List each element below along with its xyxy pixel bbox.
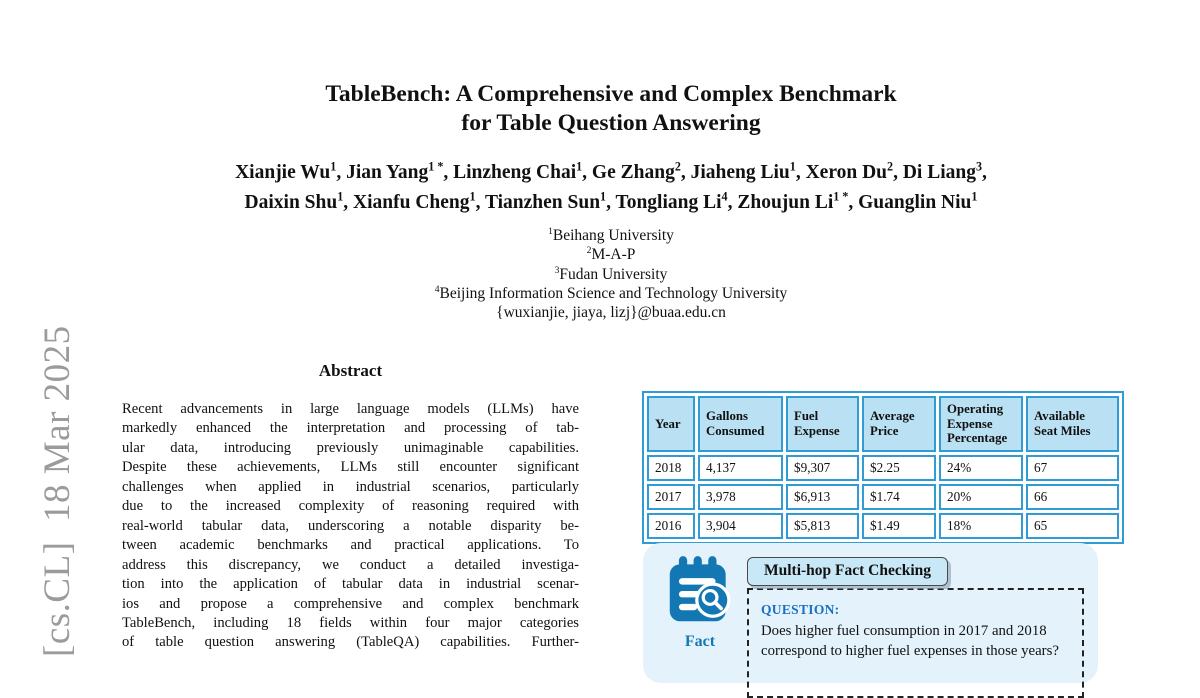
table-cell: 65 (1026, 513, 1119, 539)
author-affil-mark: 1 (789, 159, 796, 174)
table-cell: $1.49 (862, 513, 936, 539)
author-name: Jiaheng Liu (690, 162, 790, 183)
abstract-line: tween academic benchmarks and practical applications. To (122, 537, 579, 554)
affiliation-line: $^1$Beihang University (548, 225, 674, 244)
table-header-cell: Available Seat Miles (1026, 396, 1119, 452)
table-cell: 24% (939, 455, 1023, 481)
author-name: Daixin Shu (244, 192, 338, 213)
question-line: Does higher fuel consumption in 2017 and 2018 (761, 623, 1047, 639)
affiliation-line: $^3$Fudan University (554, 264, 668, 283)
table-cell: $9,307 (786, 455, 859, 481)
author-affil-mark: 1 (337, 189, 344, 204)
abstract-line: Despite these achievements, LLMs still encounter significant (122, 459, 579, 476)
table-cell: 18% (939, 513, 1023, 539)
affiliation-mark: 3 (554, 264, 560, 276)
fact-icon-label: Fact (684, 633, 716, 650)
table-header-cell: Year (647, 396, 695, 452)
paper-title-line2: for Table Question Answering (461, 110, 761, 136)
table-cell: 67 (1026, 455, 1119, 481)
table-cell: $1.74 (862, 484, 936, 510)
abstract-line: Recent advancements in large language models (LLMs) have (122, 401, 579, 417)
table-row (647, 513, 1119, 539)
abstract-line: TableBench, including 18 fields within four major categories (122, 614, 579, 631)
author-affil-mark: 1 (469, 189, 476, 204)
abstract-heading: Abstract (318, 361, 383, 380)
table-header-cell: Fuel Expense (786, 396, 859, 452)
abstract-line: due to the increased complexity of reasoning required with (122, 498, 579, 515)
figure-data-table (642, 391, 1099, 544)
arxiv-stamp: [cs.CL] 18 Mar 2025 (37, 325, 78, 657)
author-name: Tianzhen Sun (484, 192, 601, 213)
author-name: Tongliang Li (615, 192, 722, 213)
author-affil-mark: 1 * (428, 159, 444, 174)
author-affil-mark: 3 (975, 159, 983, 174)
question-label: QUESTION: (761, 602, 840, 617)
abstract-line: challenges when applied in industrial scenarios, particularly (122, 478, 579, 495)
affiliation-line: {wuxianjie, jiaya, lizj}@buaa.edu.cn (496, 304, 726, 322)
table-cell: 3,904 (698, 513, 783, 539)
table-header-cell: Gallons Consumed (698, 396, 783, 452)
fact-check-title-badge: Multi-hop Fact Checking (747, 557, 948, 586)
author-affil-mark: 1 (600, 189, 607, 204)
table-cell: 2018 (647, 455, 695, 481)
table-cell: 66 (1026, 484, 1119, 510)
author-name: Zhoujun Li (737, 192, 834, 213)
author-name: Xeron Du (805, 162, 888, 183)
author-affil-mark: 4 (721, 189, 728, 204)
abstract-line: tion into the application of tabular data in industrial scenar- (122, 576, 579, 593)
abstract-line: ios and propose a comprehensive and complex benchmark (122, 595, 579, 612)
paper-title-line1: TableBench: A Comprehensive and Complex Benchmark (325, 81, 897, 107)
table-cell: $5,813 (786, 513, 859, 539)
table-cell: 20% (939, 484, 1023, 510)
author-affil-mark: 1 (576, 159, 583, 174)
question-text (761, 621, 1070, 661)
author-affil-mark: 1 * (833, 189, 849, 204)
author-name: Guanglin Niu (858, 192, 972, 213)
table-header-cell: Operating Expense Percentage (939, 396, 1023, 452)
author-affil-mark: 2 (887, 159, 894, 174)
affiliation-line: $^4$Beijing Information Science and Technology University (434, 283, 788, 302)
table-row (647, 484, 1119, 510)
affiliation-line: $^2$M-A-P (586, 245, 636, 264)
affiliation-list (122, 226, 1100, 322)
abstract-line: markedly enhanced the interpretation and processing of tab- (122, 420, 579, 437)
question-line: correspond to higher fuel expenses in those years? (761, 643, 1059, 659)
paper-title (122, 80, 1100, 138)
table-header-row (647, 396, 1119, 452)
table-cell: $2.25 (862, 455, 936, 481)
author-name: Jian Yang (346, 162, 429, 183)
author-name: Linzheng Chai (453, 162, 577, 183)
author-name: Di Liang (902, 162, 976, 183)
author-list (122, 158, 1100, 218)
fact-check-card (643, 543, 1098, 683)
author-affil-mark: 2 (674, 159, 681, 174)
author-name: Ge Zhang (591, 162, 675, 183)
table-cell: 4,137 (698, 455, 783, 481)
author-affil-mark: 1 (971, 189, 978, 204)
notepad-magnifier-icon (667, 614, 733, 631)
fact-icon-block (661, 555, 739, 651)
abstract-line: of table question answering (TableQA) capabilities. Further- (122, 634, 579, 651)
table-cell: 2017 (647, 484, 695, 510)
author-name: Xianfu Cheng (353, 192, 470, 213)
affiliation-mark: 2 (586, 245, 592, 257)
question-box (747, 588, 1084, 698)
table-cell: 3,978 (698, 484, 783, 510)
table-row (647, 455, 1119, 481)
author-affil-mark: 1 (330, 159, 337, 174)
table-cell: 2016 (647, 513, 695, 539)
author-name: Xianjie Wu (235, 162, 331, 183)
author-line-1: Xianjie Wu$^1$, Jian Yang$^{1 *}$, Linzheng Chai$^1$, Ge Zhang$^2$, Jiaheng Liu$^1$, Xeron Du$^2$, Di Liang$^3$, (235, 159, 987, 183)
abstract-text (122, 400, 579, 653)
abstract-line: address this discrepancy, we conduct a detailed investiga- (122, 556, 579, 573)
affiliation-mark: 1 (548, 225, 553, 237)
abstract-line: ular data, introducing previously unimaginable capabilities. (122, 439, 579, 456)
affiliation-mark: 4 (434, 283, 440, 295)
abstract-line: real-world tabular data, underscoring a notable disparity be- (122, 517, 579, 534)
table-cell: $6,913 (786, 484, 859, 510)
author-line-2: Daixin Shu$^1$, Xianfu Cheng$^1$, Tianzhen Sun$^1$, Tongliang Li$^4$, Zhoujun $Li^{1 *}$, Guanglin Niu$^1$ (244, 189, 978, 213)
table-header-cell: Average Price (862, 396, 936, 452)
